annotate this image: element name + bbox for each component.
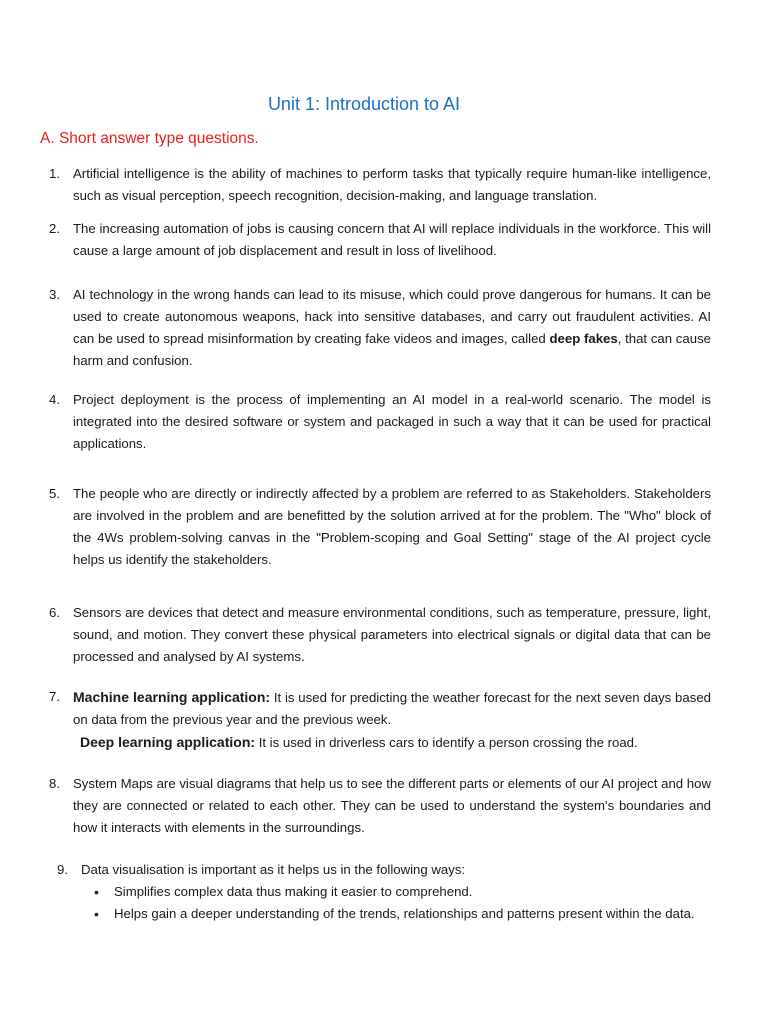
ml-application-label: Machine learning application: [73, 689, 271, 705]
deep-fakes-term: deep fakes [549, 331, 618, 346]
answer-7 [49, 686, 711, 754]
answer-6 [49, 602, 711, 668]
answer-number: 8. [49, 776, 60, 791]
answer-number: 1. [49, 166, 60, 181]
answer-4 [49, 389, 711, 455]
list-item: • Helps gain a deeper understanding of the trends, relationships and patterns present within the data. [81, 903, 711, 925]
answer-2 [49, 218, 711, 262]
answer-text: System Maps are visual diagrams that help us to see the different parts or elements of our AI project and how they are connected or related to each other. They can be used to understand the system's boundaries and how it interacts with elements in the surroundings. [73, 776, 711, 835]
answer-5 [49, 483, 711, 571]
dl-application-text: It is used in driverless cars to identify a person crossing the road. [255, 735, 638, 750]
answer-text: Data visualisation is important as it helps us in the following ways: [81, 862, 466, 877]
answer-number: 4. [49, 392, 60, 407]
page-title: Unit 1: Introduction to AI [267, 94, 461, 114]
answer-text-end: , that can cause harm and confusion. [73, 331, 711, 368]
answer-number: 2. [49, 221, 60, 236]
answer-1 [49, 163, 711, 207]
benefits-list [81, 881, 711, 925]
answer-8 [49, 773, 711, 839]
dl-application-label: Deep learning application: [80, 734, 256, 750]
answer-3 [49, 284, 711, 372]
answer-number: 7. [49, 689, 60, 704]
answer-number: 3. [49, 287, 60, 302]
dl-application-line [73, 731, 711, 754]
answer-text: Project deployment is the process of implementing an AI model in a real-world scenario. The model is integrated into the desired software or system and packaged in such a way that it can be used for practical applications. [73, 392, 711, 451]
answer-text: Sensors are devices that detect and measure environmental conditions, such as temperature, pressure, light, sound, and motion. They convert these physical parameters into electrical signals or digital data that can be processed and analysed by AI systems. [73, 605, 711, 664]
answer-number: 5. [49, 486, 60, 501]
answer-text: AI technology in the wrong hands can lead to its misuse, which could prove dangerous for humans. It can be used to create autonomous weapons, hack into sensitive databases, and carry out fraudulent activities. AI can be used to spread misinformation by creating fake videos and images, called [73, 287, 711, 346]
section-heading: A. Short answer type questions. [40, 130, 259, 147]
ml-application-text: It is used for predicting the weather forecast for the next seven days based on data from the previous year and the previous week. [73, 690, 711, 727]
list-item: • Simplifies complex data thus making it easier to comprehend. [81, 881, 711, 903]
answer-text: Artificial intelligence is the ability of machines to perform tasks that typically require human-like intelligence, such as visual perception, speech recognition, decision-making, and language translation. [73, 166, 711, 203]
answer-number: 9. [57, 862, 68, 877]
answer-number: 6. [49, 605, 60, 620]
answer-9 [57, 859, 711, 925]
answer-text: The increasing automation of jobs is causing concern that AI will replace individuals in the workforce. This will cause a large amount of job displacement and result in loss of livelihood. [73, 221, 711, 258]
answer-text: The people who are directly or indirectly affected by a problem are referred to as Stakeholders. Stakeholders are involved in the problem and are benefitted by the solution arrived at for the problem. The "Who" block of the 4Ws problem-solving canvas in the "Problem-scoping and Goal Setting" stage of the AI project cycle helps us identify the stakeholders. [73, 486, 711, 567]
